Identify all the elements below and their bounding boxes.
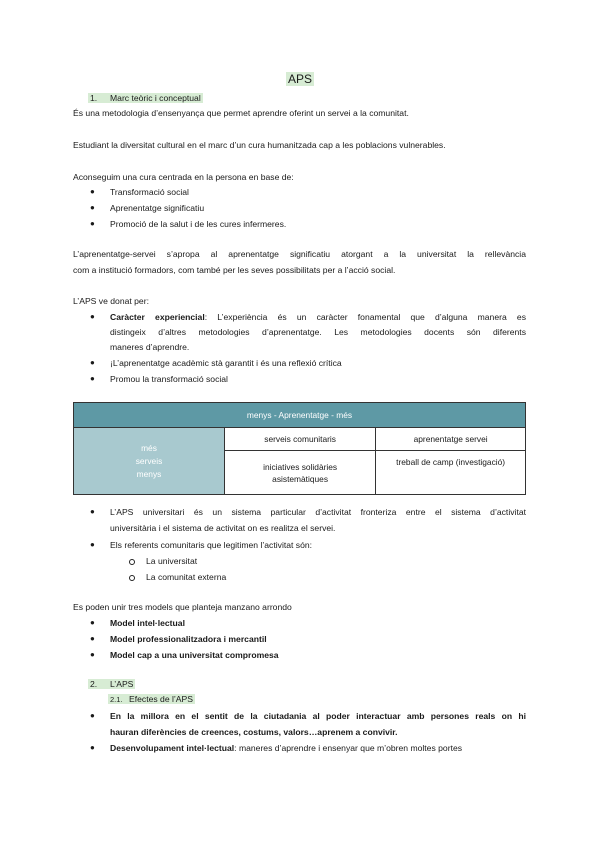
list-item: En la millora en el sentit de la ciutadania al poder interactuar amb persones reals on hi bbox=[110, 711, 526, 721]
table-side-label bbox=[74, 428, 225, 495]
paragraph-4-line-1: L’aprenentatge-servei s’apropa al aprenentatge significatiu atorgant a la universitat la rellevància bbox=[73, 249, 526, 259]
paragraph-4-line-2: com a institució formadors, com també per les seves possibilitats per a l’acció social. bbox=[73, 265, 396, 275]
list-item: Transformació social bbox=[110, 187, 189, 197]
bullet-icon: ● bbox=[90, 374, 95, 383]
bullet-icon: ● bbox=[90, 650, 95, 659]
bullet-icon: ● bbox=[90, 203, 95, 212]
page-title: APS bbox=[287, 72, 312, 86]
list-item: Model cap a una universitat compromesa bbox=[110, 650, 279, 660]
list-item: Model professionalitzadora i mercantil bbox=[110, 634, 267, 644]
section-1-label: Marc teòric i conceptual bbox=[110, 93, 201, 103]
table-header: menys - Aprenentatge - més bbox=[74, 403, 526, 428]
section-1-number: 1. bbox=[90, 93, 98, 103]
section-2-label: L’APS bbox=[110, 679, 134, 689]
section-1-heading bbox=[88, 93, 203, 103]
side-label-middle: serveis bbox=[135, 455, 163, 466]
bullet-icon: ● bbox=[90, 358, 95, 367]
list-item: Aprenentatge significatiu bbox=[110, 203, 205, 213]
section-2-1-number: 2.1. bbox=[110, 695, 123, 704]
paragraph-1: És una metodologia d’ensenyança que permet aprendre oferint un servei a la comunitat. bbox=[73, 108, 409, 118]
sub-bullet-icon bbox=[129, 575, 135, 581]
bullet-icon: ● bbox=[90, 187, 95, 196]
bullet-icon: ● bbox=[90, 219, 95, 228]
section-2-1-label: Efectes de l’APS bbox=[129, 694, 194, 704]
list-item-continuation: universitària i el sistema de activitat on es realitza el servei. bbox=[110, 523, 336, 533]
side-label-top: més bbox=[141, 442, 157, 453]
list-item: Desenvolupament intel·lectual: maneres d’aprendre i ensenyar que m’obren moltes portes bbox=[110, 743, 463, 753]
list-item: Promou la transformació social bbox=[110, 374, 228, 384]
section-2-1-heading bbox=[108, 694, 195, 704]
paragraph-2: Estudiant la diversitat cultural en el marc d’un cura humanitzada cap a les poblacions vulnerables. bbox=[73, 140, 446, 150]
aps-matrix-table bbox=[73, 402, 526, 495]
list-item: Promoció de la salut i de les cures infermeres. bbox=[110, 219, 287, 229]
list-item: ¡L’aprenentatge acadèmic stà garantit i és una reflexió crítica bbox=[110, 358, 342, 368]
bullet-icon: ● bbox=[90, 540, 95, 549]
list-item: Els referents comunitaris que legitimen l’activitat són: bbox=[110, 540, 313, 550]
table-cell: iniciatives solidàries asistemàtiques bbox=[225, 451, 376, 495]
bullet-icon: ● bbox=[90, 618, 95, 627]
bullet-icon: ● bbox=[90, 634, 95, 643]
sub-list-item: La universitat bbox=[146, 556, 198, 566]
bullet-icon: ● bbox=[90, 743, 95, 752]
table-cell: serveis comunitaris bbox=[225, 428, 376, 451]
list-item-continuation: hauran diferències de creences, costums, valors…aprenem a convivir. bbox=[110, 727, 398, 737]
list-item: Caràcter experiencial: L’experiència és un caràcter fonamental que d’alguna manera es bbox=[110, 312, 526, 322]
list-item: Model intel·lectual bbox=[110, 618, 185, 628]
sub-bullet-icon bbox=[129, 559, 135, 565]
list-item: L’APS universitari és un sistema particular d’activitat fronteriza entre el sistema d’activitat bbox=[110, 507, 526, 517]
section-2-number: 2. bbox=[90, 679, 98, 689]
list-item-continuation: distingeix d’altres metodologies d’aprenentatge. Les metodologies docents són diferents bbox=[110, 327, 526, 337]
table-cell: treball de camp (investigació) bbox=[376, 451, 526, 495]
section-2-heading bbox=[88, 679, 135, 689]
bullet-icon: ● bbox=[90, 312, 95, 321]
sub-list-item: La comunitat externa bbox=[146, 572, 227, 582]
side-label-bottom: menys bbox=[136, 468, 162, 479]
bullet-icon: ● bbox=[90, 507, 95, 516]
paragraph-3: Aconseguim una cura centrada en la persona en base de: bbox=[73, 172, 294, 182]
table-cell: aprenentatge servei bbox=[376, 428, 526, 451]
paragraph-5: L’APS ve donat per: bbox=[73, 296, 149, 306]
paragraph-6: Es poden unir tres models que planteja manzano arrondo bbox=[73, 602, 292, 612]
bullet-icon: ● bbox=[90, 711, 95, 720]
list-item-continuation: maneres d’aprendre. bbox=[110, 342, 190, 352]
